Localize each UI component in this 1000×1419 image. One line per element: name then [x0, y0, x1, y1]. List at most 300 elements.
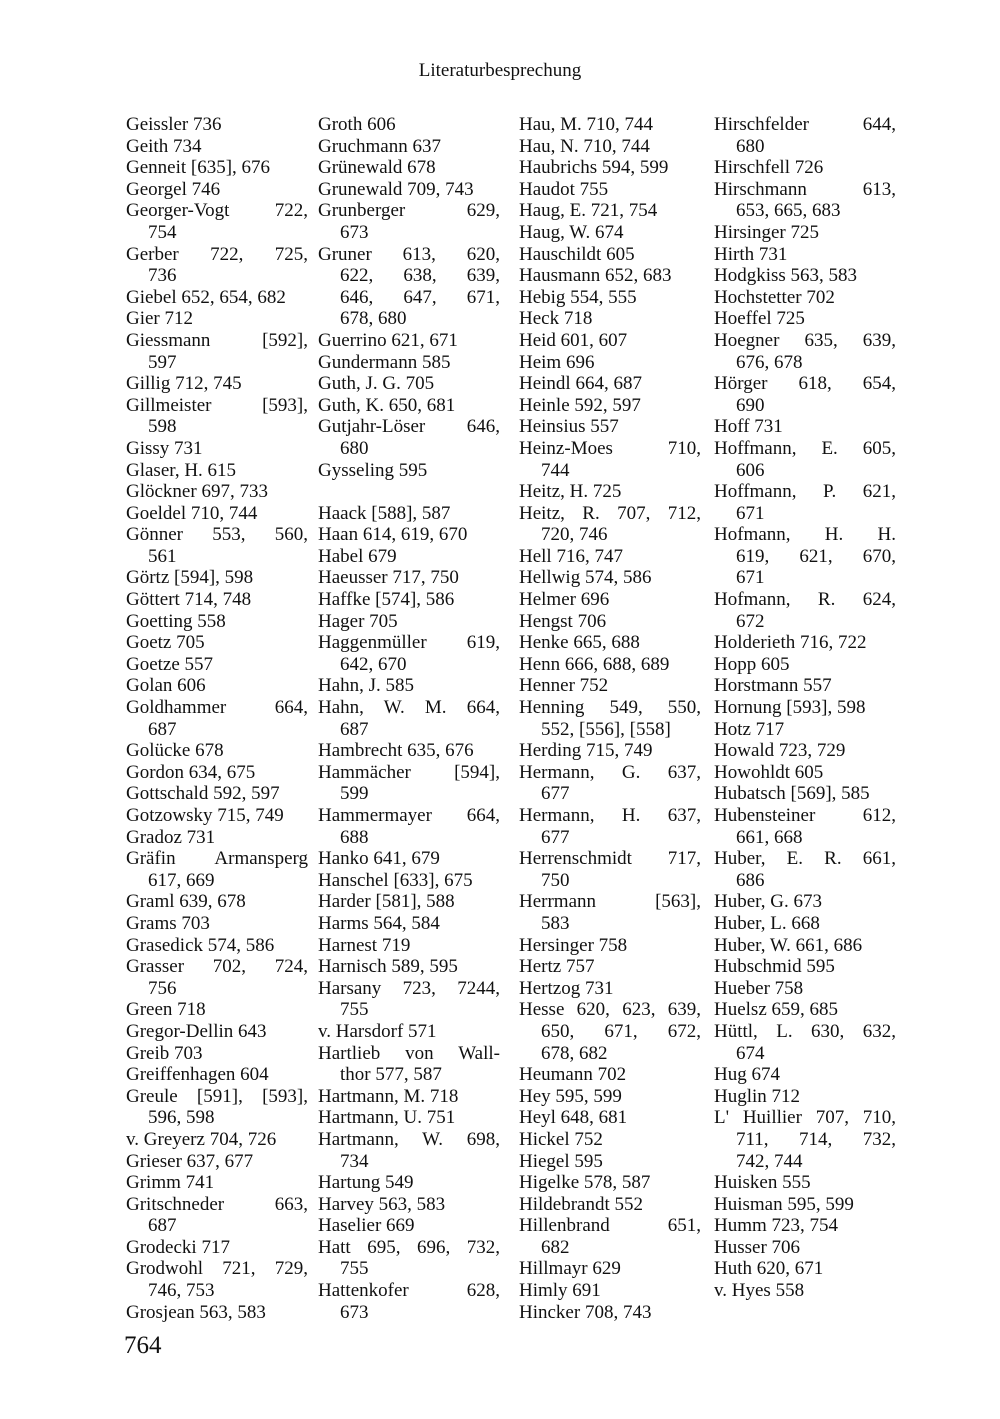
index-entry-line: Gregor-Dellin 643	[126, 1020, 267, 1042]
index-entry	[714, 157, 896, 179]
index-entry-line: Hodgkiss 563, 583	[714, 265, 858, 287]
index-entry-line: Henner 752	[519, 675, 609, 697]
index-entry	[714, 740, 896, 762]
index-entry	[519, 1215, 701, 1258]
index-entry	[318, 1194, 500, 1216]
index-entry-line: Hengst 706	[519, 610, 607, 632]
index-entry-line: Gordon 634, 675	[126, 761, 256, 783]
index-entry-line: Görtz [594], 598	[126, 567, 254, 589]
index-entry-line: Heitz, R. 707, 712,	[519, 502, 701, 524]
index-entry	[519, 1172, 701, 1194]
index-entry	[519, 675, 701, 697]
index-entry-line: Hirth 731	[714, 243, 788, 265]
index-entry-line: Hau, M. 710, 744	[519, 114, 654, 135]
index-entry-line: Hermann, G. 637,	[519, 761, 701, 783]
index-entry	[126, 697, 308, 740]
index-entry	[519, 1107, 701, 1129]
index-entry-line: Georgel 746	[126, 178, 221, 200]
index-entry-line: Haack [588], 587	[318, 502, 451, 524]
index-entry	[126, 1302, 308, 1324]
index-entry-continuation: 755	[340, 999, 369, 1021]
index-entry	[714, 416, 896, 438]
index-entry-line: Haug, E. 721, 754	[519, 200, 658, 222]
index-entry-line: Grosjean 563, 583	[126, 1301, 266, 1323]
index-entry-line: Haeusser 717, 750	[318, 567, 459, 589]
index-entry	[126, 200, 308, 243]
index-entry-line: Huber, G. 673	[714, 891, 822, 913]
index-entry-continuation: 561	[148, 545, 177, 567]
index-entry	[714, 244, 896, 266]
index-entry	[519, 373, 701, 395]
index-entry-line: Grünewald 678	[318, 157, 436, 179]
index-entry-line: Gerber 722, 725,	[126, 243, 308, 265]
index-entry-line: Haggenmüller 619,	[318, 632, 500, 654]
index-entry	[126, 157, 308, 179]
index-entry-line: Goeldel 710, 744	[126, 502, 258, 524]
index-entry-line: Gritschneder 663,	[126, 1193, 308, 1215]
index-entry-line: Gysseling 595	[318, 459, 428, 481]
index-entry-continuation: 661, 668	[736, 826, 803, 848]
index-entry-continuation: 680	[736, 135, 765, 157]
index-entry	[126, 308, 308, 330]
index-entry	[318, 416, 500, 459]
index-entry-line: Haffke [574], 586	[318, 589, 455, 611]
index-entry	[519, 567, 701, 589]
index-entry	[318, 935, 500, 957]
index-entry-continuation: 598	[148, 416, 177, 438]
index-entry-line	[318, 481, 500, 503]
index-entry-line: Hoffmann, E. 605,	[714, 437, 896, 459]
index-entry-line: Henning 549, 550,	[519, 697, 701, 719]
index-entry	[126, 740, 308, 762]
index-entry-continuation: 677	[541, 826, 570, 848]
index-entry-continuation: 711, 714, 732,	[736, 1128, 896, 1150]
index-entry-line: Goetz 705	[126, 632, 205, 654]
index-entry	[126, 935, 308, 957]
index-entry-continuation: 736	[148, 265, 177, 287]
index-entry	[714, 891, 896, 913]
index-column-3	[519, 114, 701, 1323]
index-entry-line: Hellwig 574, 586	[519, 567, 652, 589]
index-entry-line: Gutjahr-Löser 646,	[318, 416, 500, 438]
index-entry	[519, 1280, 701, 1302]
index-entry	[714, 308, 896, 330]
index-entry	[126, 330, 308, 373]
index-entry	[318, 611, 500, 633]
index-entry	[519, 222, 701, 244]
index-entry-line: Hubensteiner 612,	[714, 805, 896, 826]
index-entry	[714, 265, 896, 287]
index-entry-line: Heindl 664, 687	[519, 373, 642, 395]
index-entry	[318, 179, 500, 201]
index-entry-continuation: 552, [556], [558]	[541, 718, 671, 740]
index-entry-continuation: thor 577, 587	[340, 1064, 442, 1086]
index-entry	[714, 956, 896, 978]
index-entry-continuation: 622, 638, 639,	[340, 265, 500, 287]
index-entry	[318, 136, 500, 158]
index-entry	[714, 179, 896, 222]
index-entry-continuation: 671	[736, 502, 765, 524]
index-entry	[126, 1194, 308, 1237]
index-entry-line: Howohldt 605	[714, 761, 824, 783]
index-entry-continuation: 672	[736, 610, 765, 632]
index-entry-line: Hartlieb von Wall-	[318, 1042, 500, 1064]
index-entry	[126, 783, 308, 805]
index-entry-line: Hattenkofer 628,	[318, 1280, 500, 1302]
index-entry-line: Hau, N. 710, 744	[519, 135, 650, 157]
index-entry-line: Hueber 758	[714, 977, 804, 999]
index-entry-line: Helmer 696	[519, 589, 610, 611]
index-entry	[519, 611, 701, 633]
index-entry	[318, 1021, 500, 1043]
index-entry-line: Habel 679	[318, 545, 397, 567]
index-entry	[714, 1258, 896, 1280]
index-entry	[714, 675, 896, 697]
index-entry	[714, 373, 896, 416]
index-entry	[126, 891, 308, 913]
index-entry-continuation: 744	[541, 459, 570, 481]
index-entry-line: Gotzowsky 715, 749	[126, 805, 284, 826]
index-entry	[126, 287, 308, 309]
index-entry	[318, 891, 500, 913]
running-header: Literaturbesprechung	[418, 60, 582, 81]
index-entry	[714, 1280, 896, 1302]
index-entry	[519, 632, 701, 654]
index-entry	[126, 395, 308, 438]
index-entry-line: Hochstetter 702	[714, 286, 835, 308]
index-entry-line: Haubrichs 594, 599	[519, 157, 669, 179]
index-entry	[714, 330, 896, 373]
index-entry	[318, 740, 500, 762]
index-entry	[126, 1151, 308, 1173]
index-entry	[714, 589, 896, 632]
index-entry-line: Hincker 708, 743	[519, 1301, 652, 1323]
index-entry-line: Hofmann, H. H.	[714, 524, 896, 546]
index-entry	[318, 1107, 500, 1129]
index-entry-continuation: 687	[340, 718, 369, 740]
index-entry	[126, 438, 308, 460]
index-entry	[126, 805, 308, 827]
index-entry	[126, 524, 308, 567]
index-entry-line: Heumann 702	[519, 1064, 627, 1086]
index-entry	[714, 222, 896, 244]
index-entry-line: Hopp 605	[714, 653, 790, 675]
index-entry	[519, 352, 701, 374]
index-entry	[318, 697, 500, 740]
index-entry-line: Guerrino 621, 671	[318, 329, 458, 351]
index-entry-continuation: 653, 665, 683	[736, 200, 841, 222]
index-entry	[126, 567, 308, 589]
index-entry-line: Huth 620, 671	[714, 1258, 824, 1280]
index-entry	[519, 136, 701, 158]
index-entry-line: Hüttl, L. 630, 632,	[714, 1020, 896, 1042]
index-entry-line: Hirschmann 613,	[714, 178, 896, 200]
index-entry-line: Hahn, W. M. 664,	[318, 697, 500, 719]
index-entry-line: Herrenschmidt 717,	[519, 848, 701, 870]
index-entry	[714, 1194, 896, 1216]
index-entry	[519, 762, 701, 805]
index-entry-continuation: 678, 680	[340, 308, 407, 330]
index-entry-line: Glöckner 697, 733	[126, 481, 268, 503]
index-entry	[318, 762, 500, 805]
index-entry	[318, 157, 500, 179]
index-entry-line: Hoeffel 725	[714, 308, 805, 330]
index-entry-continuation: 746, 753	[148, 1280, 215, 1302]
index-entry	[519, 935, 701, 957]
index-entry-continuation: 750	[541, 869, 570, 891]
index-entry	[318, 524, 500, 546]
index-entry-line: Gottschald 592, 597	[126, 783, 280, 805]
index-entry-continuation: 646, 647, 671,	[340, 286, 500, 308]
index-entry	[519, 1086, 701, 1108]
index-entry-line: Hartmann, W. 698,	[318, 1128, 500, 1150]
index-entry	[318, 1215, 500, 1237]
index-entry	[519, 1302, 701, 1324]
index-entry	[714, 978, 896, 1000]
index-entry-line: Grasser 702, 724,	[126, 956, 308, 978]
index-entry	[318, 870, 500, 892]
index-entry-line: Henke 665, 688	[519, 632, 640, 654]
index-entry-continuation: 671	[736, 567, 765, 589]
index-entry-line: Herding 715, 749	[519, 740, 653, 762]
index-entry-line: Graml 639, 678	[126, 891, 246, 913]
index-entry-line: Hartung 549	[318, 1172, 414, 1194]
index-entry-line: Gissy 731	[126, 437, 203, 459]
index-entry	[519, 1151, 701, 1173]
index-entry-line: Hoegner 635, 639,	[714, 329, 896, 351]
index-entry	[126, 136, 308, 158]
index-entry	[714, 1215, 896, 1237]
index-entry	[519, 179, 701, 201]
index-entry	[714, 913, 896, 935]
index-entry-continuation: 742, 744	[736, 1150, 803, 1172]
index-entry	[714, 848, 896, 891]
index-entry-continuation: 619, 621, 670,	[736, 545, 896, 567]
index-entry-continuation: 755	[340, 1258, 369, 1280]
index-entry-line: Gradoz 731	[126, 826, 216, 848]
index-column-4	[714, 114, 896, 1302]
index-entry-line: Husser 706	[714, 1236, 801, 1258]
index-entry-line: Giebel 652, 654, 682	[126, 286, 286, 308]
index-entry-continuation: 687	[148, 718, 177, 740]
index-entry-line: Hubatsch [569], 585	[714, 783, 870, 805]
index-entry-line: Huelsz 659, 685	[714, 999, 839, 1021]
index-entry-line: Gruchmann 637	[318, 135, 441, 157]
index-entry-line: Heitz, H. 725	[519, 481, 622, 503]
index-entry-line: Harnisch 589, 595	[318, 956, 458, 978]
index-entry-line: Gruner 613, 620,	[318, 243, 500, 265]
index-entry-line: Grunewald 709, 743	[318, 178, 474, 200]
index-entry	[318, 330, 500, 352]
index-entry	[714, 481, 896, 524]
index-entry-line: Hartmann, U. 751	[318, 1107, 456, 1129]
index-entry-continuation: 686	[736, 869, 765, 891]
index-entry-line: Herrmann [563],	[519, 891, 701, 913]
index-entry-line: Grieser 637, 677	[126, 1150, 254, 1172]
index-entry	[318, 373, 500, 395]
index-entry	[519, 438, 701, 481]
index-entry-line: Humm 723, 754	[714, 1215, 839, 1237]
index-entry	[318, 589, 500, 611]
index-entry	[126, 675, 308, 697]
index-entry	[126, 373, 308, 395]
index-entry-line: Hesse 620, 623, 639,	[519, 999, 701, 1021]
index-entry	[126, 999, 308, 1021]
index-entry	[318, 848, 500, 870]
index-entry-continuation: 677	[541, 783, 570, 805]
index-entry-line: Harvey 563, 583	[318, 1193, 446, 1215]
index-entry-line: Hubschmid 595	[714, 956, 835, 978]
index-entry	[714, 1107, 896, 1172]
index-entry-continuation: 756	[148, 977, 177, 999]
index-entry-line: Hirschfelder 644,	[714, 114, 896, 135]
index-entry-line: Hiegel 595	[519, 1150, 603, 1172]
index-entry	[519, 503, 701, 546]
index-entry	[126, 1129, 308, 1151]
index-entry	[519, 891, 701, 934]
index-entry-continuation: 583	[541, 912, 570, 934]
index-entry-continuation: 680	[340, 437, 369, 459]
index-entry-line: Himly 691	[519, 1280, 601, 1302]
index-entry	[318, 913, 500, 935]
index-entry-line: Hanschel [633], 675	[318, 869, 473, 891]
index-entry-line: Hanko 641, 679	[318, 848, 440, 870]
index-entry-line: Hambrecht 635, 676	[318, 740, 474, 762]
index-entry	[126, 589, 308, 611]
index-entry-continuation: 642, 670	[340, 653, 407, 675]
index-entry-line: Hillmayr 629	[519, 1258, 621, 1280]
index-entry	[519, 978, 701, 1000]
index-entry	[318, 1237, 500, 1280]
index-entry-line: Grunberger 629,	[318, 200, 500, 222]
index-entry	[126, 1258, 308, 1301]
index-entry-line: Gundermann 585	[318, 351, 451, 373]
index-entry	[714, 632, 896, 654]
index-entry-line: Hertzog 731	[519, 977, 614, 999]
index-entry-line: Groth 606	[318, 114, 396, 135]
index-entry	[318, 805, 500, 848]
index-entry	[714, 999, 896, 1021]
index-entry-line: Hey 595, 599	[519, 1085, 622, 1107]
index-entry-line: Goldhammer 664,	[126, 697, 308, 719]
index-entry	[318, 978, 500, 1021]
index-entry	[519, 395, 701, 417]
index-entry	[318, 546, 500, 568]
index-entry-continuation: 674	[736, 1042, 765, 1064]
index-entry	[318, 1172, 500, 1194]
index-entry	[519, 330, 701, 352]
index-entry-line: v. Harsdorf 571	[318, 1020, 437, 1042]
index-entry-continuation: 678, 682	[541, 1042, 608, 1064]
index-entry-line: Hirschfell 726	[714, 157, 824, 179]
index-entry-line: Harms 564, 584	[318, 912, 440, 934]
index-entry	[714, 719, 896, 741]
index-entry-line: Haselier 669	[318, 1215, 415, 1237]
index-entry	[318, 200, 500, 243]
index-entry	[126, 244, 308, 287]
index-entry	[519, 546, 701, 568]
index-entry-line: Holderieth 716, 722	[714, 632, 867, 654]
index-entry	[714, 935, 896, 957]
index-entry-line: Greib 703	[126, 1042, 203, 1064]
index-entry-continuation: 650, 671, 672,	[541, 1020, 701, 1042]
index-entry	[519, 848, 701, 891]
index-entry-line: Hörger 618, 654,	[714, 373, 896, 395]
index-entry-line: Higelke 578, 587	[519, 1172, 651, 1194]
index-entry	[318, 395, 500, 417]
index-column-1	[126, 114, 308, 1323]
index-entry	[519, 1064, 701, 1086]
index-entry	[318, 956, 500, 978]
index-entry-line: Golan 606	[126, 675, 206, 697]
index-entry-continuation: 682	[541, 1236, 570, 1258]
index-entry	[318, 567, 500, 589]
index-entry-line: Göttert 714, 748	[126, 589, 252, 611]
index-entry	[714, 654, 896, 676]
index-entry	[519, 157, 701, 179]
index-entry-line: Heinle 592, 597	[519, 394, 641, 416]
index-entry	[519, 200, 701, 222]
index-entry-line: Hildebrandt 552	[519, 1193, 644, 1215]
index-entry-line: Georger-Vogt 722,	[126, 200, 308, 222]
index-entry-line: Heid 601, 607	[519, 329, 628, 351]
index-entry-line: Hickel 752	[519, 1128, 603, 1150]
index-entry-line: Heck 718	[519, 308, 593, 330]
index-entry	[126, 848, 308, 891]
index-entry-line: Hauschildt 605	[519, 243, 635, 265]
index-entry-line: Gräfin Armansperg	[126, 848, 308, 870]
index-entry-line: Horstmann 557	[714, 675, 832, 697]
index-entry-line: Hersinger 758	[519, 934, 628, 956]
index-entry	[519, 1258, 701, 1280]
index-entry-line: Huglin 712	[714, 1085, 801, 1107]
index-entry-line: Guth, J. G. 705	[318, 373, 435, 395]
index-entry-line: Glaser, H. 615	[126, 459, 237, 481]
index-entry	[126, 1021, 308, 1043]
index-entry-line: Genneit [635], 676	[126, 157, 271, 179]
index-entry	[714, 783, 896, 805]
index-entry-continuation: 617, 669	[148, 869, 215, 891]
index-entry-line: Grasedick 574, 586	[126, 934, 275, 956]
index-entry-line: Harder [581], 588	[318, 891, 455, 913]
index-entry-line: Goetze 557	[126, 653, 214, 675]
index-entry-line: Huisken 555	[714, 1172, 811, 1194]
index-entry	[318, 460, 500, 482]
index-entry	[126, 913, 308, 935]
index-entry-line: Heyl 648, 681	[519, 1107, 628, 1129]
index-entry-continuation: 597	[148, 351, 177, 373]
index-entry-continuation: 606	[736, 459, 765, 481]
index-entry	[519, 244, 701, 266]
index-entry-line: Haudot 755	[519, 178, 609, 200]
index-entry	[519, 805, 701, 848]
index-entry	[519, 265, 701, 287]
index-entry-line: Grimm 741	[126, 1172, 215, 1194]
index-entry	[519, 287, 701, 309]
index-entry-continuation: 687	[148, 1215, 177, 1237]
index-entry	[519, 481, 701, 503]
index-entry-line: Hammächer [594],	[318, 761, 500, 783]
index-entry-continuation: 673	[340, 1301, 369, 1323]
index-entry-line: L' Huillier 707, 710,	[714, 1107, 896, 1129]
index-entry-line: Heim 696	[519, 351, 595, 373]
index-entry-line: Heinsius 557	[519, 416, 619, 438]
index-entry	[126, 460, 308, 482]
index-entry	[318, 114, 500, 136]
index-entry	[519, 956, 701, 978]
index-entry-line: Golücke 678	[126, 740, 224, 762]
index-entry	[126, 827, 308, 849]
